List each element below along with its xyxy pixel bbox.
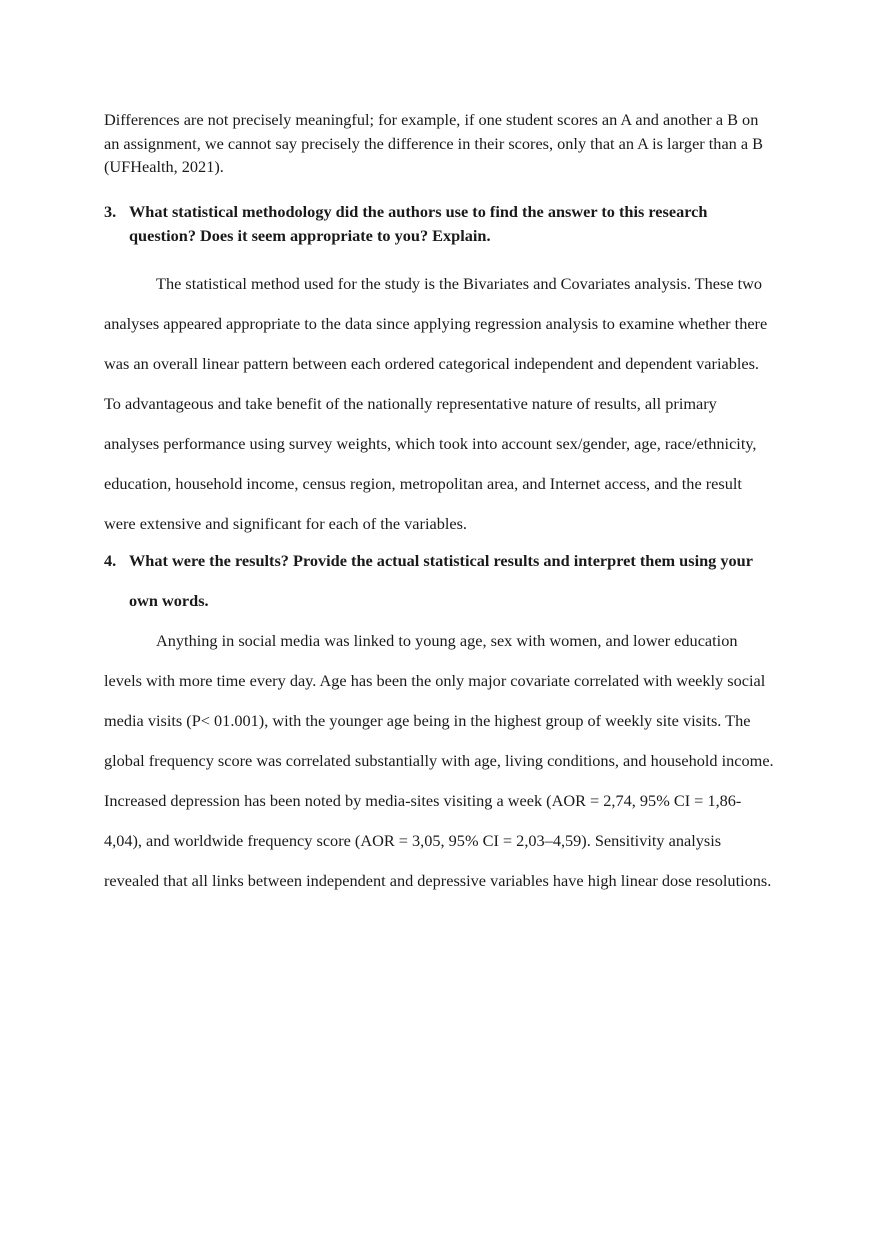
question-3-text: What statistical methodology did the authors use to find the answer to this research question? Does it seem appropriate to you? Explain.: [129, 202, 708, 245]
answer-3-paragraph: The statistical method used for the study is the Bivariates and Covariates analysis. These two analyses appeared appropriate to the data since applying regression analysis to examine whether there was an overall linear pattern between each ordered categorical independent and dependent variables. To advantageous and take benefit of the nationally representative nature of results, all primary analyses performance using survey weights, which took into account sex/gender, age, race/ethnicity, education, household income, census region, metropolitan area, and Internet access, and the result were extensive and significant for each of the variables.: [104, 274, 768, 533]
question-4-number: 4.: [104, 551, 117, 570]
question-3-number: 3.: [104, 202, 117, 221]
question-3-heading: [104, 200, 776, 248]
answer-4-paragraph: Anything in social media was linked to young age, sex with women, and lower education levels with more time every day. Age has been the only major covariate correlated with weekly social media visits (P< 01.001), with the younger age being in the highest group of weekly site visits. The global frequency score was correlated substantially with age, living conditions, and household income. Increased depression has been noted by media-sites visiting a week (AOR = 2,74, 95% CI = 1,86-4,04), and worldwide frequency score (AOR = 3,05, 95% CI = 2,03–4,59). Sensitivity analysis revealed that all links between independent and depressive variables have high linear dose resolutions.: [104, 631, 774, 890]
question-4-text: What were the results? Provide the actual statistical results and interpret them using your own words.: [129, 551, 753, 610]
question-4-heading: [104, 541, 776, 621]
intro-paragraph: Differences are not precisely meaningful; for example, if one student scores an A and another a B on an assignment, we cannot say precisely the difference in their scores, only that an A is larger than a B (UFHealth, 2021).: [104, 110, 764, 176]
